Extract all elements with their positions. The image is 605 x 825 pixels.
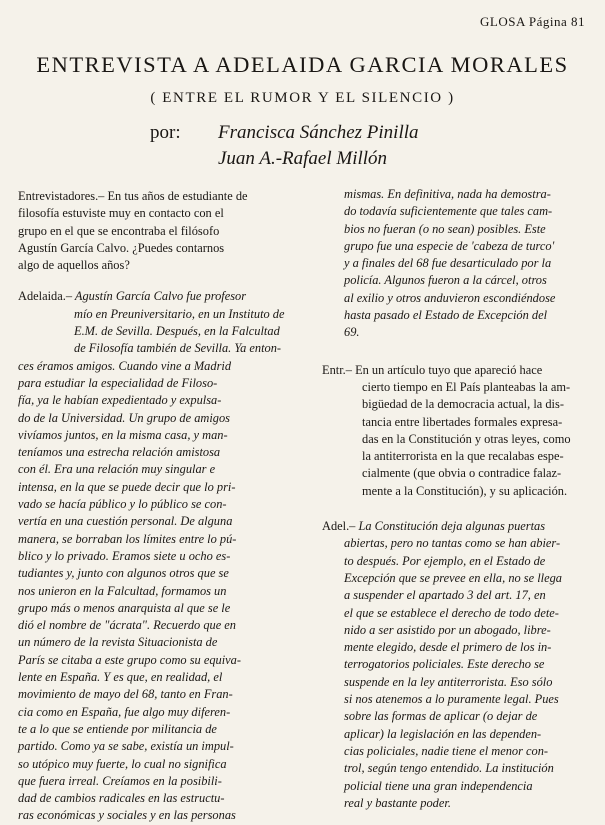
answer-1-line: grupo fue una especie de 'cabeza de turco'	[344, 238, 555, 253]
answer-2-line: si nos atenemos a lo puramente legal. Pues	[344, 692, 559, 707]
answer-2-line: to después. Por ejemplo, en el Estado de	[344, 553, 546, 568]
question-1-line: filosofía estuviste muy en contacto con el	[18, 206, 224, 221]
answer-1-line: dió el nombre de "ácrata". Recuerdo que en	[18, 618, 237, 633]
answer-2-label: Adel.–	[322, 519, 356, 534]
question-2-line: bigüedad de la democracia actual, la dis-	[362, 397, 564, 412]
question-2-line: mente a la Constitución), y su aplicación.	[362, 483, 568, 498]
byline-por: por:	[150, 122, 181, 143]
answer-2-line: cias policiales, nadie tiene el menor con-	[344, 743, 549, 758]
article-title: ENTREVISTA A ADELAIDA GARCIA MORALES	[36, 52, 569, 77]
author-2: Juan A.-Rafael Millón	[218, 148, 388, 169]
question-1-line: Agustín García Calvo. ¿Puedes contarnos	[18, 240, 225, 255]
answer-2-line: el que se establece el derecho de todo dete-	[344, 605, 559, 620]
answer-2-line: aplicar) la legislación en las dependen-	[344, 726, 542, 741]
question-1-line: algo de aquellos años?	[18, 258, 130, 273]
answer-2-line: real y bastante poder.	[344, 795, 451, 810]
answer-1-line: so utópico muy fuerte, lo cual no significa	[18, 756, 227, 771]
answer-1-line: manera, se borraban los límites entre lo pú-	[18, 531, 237, 546]
answer-1-line: intensa, en la que se puede decir que lo pri-	[18, 479, 236, 494]
answer-1-line: y a finales del 68 fue desarticulado por la	[344, 256, 552, 271]
answer-1-line: hasta pasado el Estado de Excepción del	[344, 308, 548, 323]
page-header: GLOSA Página 81	[480, 14, 585, 29]
question-2-label: Entr.–	[322, 362, 352, 377]
answer-1-line: París se citaba a este grupo como su equiva-	[18, 652, 241, 667]
answer-1-line: fía, ya le habían expedientado y expulsa-	[18, 393, 222, 408]
answer-1-line: 69.	[344, 325, 360, 340]
answer-1-line: grupo más o menos anarquista al que se le	[18, 600, 231, 615]
author-1: Francisca Sánchez Pinilla	[218, 122, 419, 143]
question-2-line: cialmente (que obvia o contradice falaz-	[362, 466, 562, 481]
answer-1-line: al exilio y otros anduvieron escondiéndose	[344, 290, 556, 305]
answer-1-line: dad de cambios radicales en las estructu-	[18, 791, 225, 806]
answer-1-line: do de la Universidad. Un grupo de amigos	[18, 410, 231, 425]
question-1-line: grupo en el que se encontraba el filósofo	[18, 223, 220, 238]
question-2-line: la antiterrorista en la que recalabas espe-	[362, 449, 564, 464]
question-1	[18, 188, 294, 274]
answer-1-line: tudiantes y, junto con algunos otros que se	[18, 566, 229, 581]
answer-1-line: ces éramos amigos. Cuando vine a Madrid	[18, 358, 232, 373]
right-column	[322, 186, 586, 812]
left-column	[18, 188, 294, 825]
answer-1-line: policía. Algunos fueron a la cárcel, otros	[344, 273, 547, 288]
answer-2-body	[322, 535, 586, 812]
answer-1-label: Adelaida.–	[18, 289, 73, 304]
answer-1-line: que fuera irreal. Creíamos en la posibili-	[18, 773, 222, 788]
answer-2-line: abiertas, pero no tantas como se han abier-	[344, 536, 561, 551]
question-2-body	[322, 379, 586, 500]
answer-1-line: Agustín García Calvo fue profesor	[74, 289, 247, 304]
byline	[150, 120, 419, 172]
answer-1-body	[18, 306, 294, 358]
answer-2-line: Excepción que se prevee en ella, no se llega	[344, 570, 563, 585]
question-2-line: cierto tiempo en El País planteabas la am-	[362, 379, 571, 394]
answer-2-line: suspende en la ley antiterrorista. Eso sólo	[344, 674, 553, 689]
answer-1-line: con él. Era una relación muy singular e	[18, 462, 216, 477]
answer-1-line: mismas. En definitiva, nada ha demostra-	[344, 187, 551, 201]
answer-2-line: terrogatorios policiales. Este derecho se	[344, 657, 545, 672]
answer-1-line: un número de la revista Situacionista de	[18, 635, 218, 650]
answer-2-line: nido a ser asistido por un abogado, libre-	[344, 622, 551, 637]
question-2-line: En un artículo tuyo que apareció hace	[355, 362, 543, 377]
answer-1-continued	[322, 186, 586, 342]
answer-1-line: E.M. de Sevilla. Después, en la Falcultad	[74, 324, 280, 339]
answer-1-line: partido. Como ya se sabe, existía un impul-	[18, 739, 234, 754]
answer-1	[18, 288, 294, 824]
answer-1-line: vertía en una cuestión personal. De alguna	[18, 514, 233, 529]
article-subtitle: ( ENTRE EL RUMOR Y EL SILENCIO )	[150, 90, 455, 106]
answer-1-line: nos unieron en la Falcultad, formamos un	[18, 583, 227, 598]
answer-1-line: te a lo que se entiende por militancia de	[18, 721, 217, 736]
answer-1-line: ras económicas y sociales y en las personas	[18, 808, 236, 823]
answer-1-line: vivíamos juntos, en la misma casa, y man-	[18, 427, 228, 442]
answer-2-line: a suspender el apartado 3 del art. 17, en	[344, 588, 546, 603]
answer-1-line: movimiento de mayo del 68, tanto en Fran-	[18, 687, 233, 702]
answer-1-line: mío en Preuniversitario, en un Instituto de	[74, 306, 285, 321]
question-2-line: das en la Constitución y otras leyes, como	[362, 431, 571, 446]
answer-1-line: blico y lo privado. Eramos siete u ocho es-	[18, 548, 231, 563]
answer-1-line: cia como en España, fue algo muy diferen-	[18, 704, 231, 719]
question-1-line: En tus años de estudiante de	[107, 189, 248, 203]
answer-1-line: vado se hacía público y lo público se con-	[18, 497, 227, 512]
answer-1-line: do todavía suficientemente que tales cam-	[344, 204, 553, 219]
answer-1-line: teníamos una estrecha relación amistosa	[18, 445, 221, 460]
question-2	[322, 362, 586, 500]
answer-2-line: sobre las formas de aplicar (o dejar de	[344, 709, 538, 724]
answer-2-line: trol, según tengo entendido. La institución	[344, 761, 554, 776]
answer-2-line: policial tiene una gran independencia	[344, 778, 533, 793]
answer-1-line: de Filosofía también de Sevilla. Ya enton-	[74, 341, 282, 356]
question-2-line: tancia entre libertades formales expresa-	[362, 414, 563, 429]
answer-1-line: bios no fueran (o no sean) posibles. Este	[344, 221, 546, 236]
answer-1-line: para estudiar la especialidad de Filoso-	[18, 375, 218, 390]
answer-2-line: mente elegido, desde el primero de los in-	[344, 640, 552, 655]
question-1-label: Entrevistadores.–	[18, 189, 105, 203]
answer-2	[322, 518, 586, 812]
answer-1-line: lente en España. Y es que, en realidad, el	[18, 670, 223, 685]
answer-2-line: La Constitución deja algunas puertas	[358, 519, 546, 534]
